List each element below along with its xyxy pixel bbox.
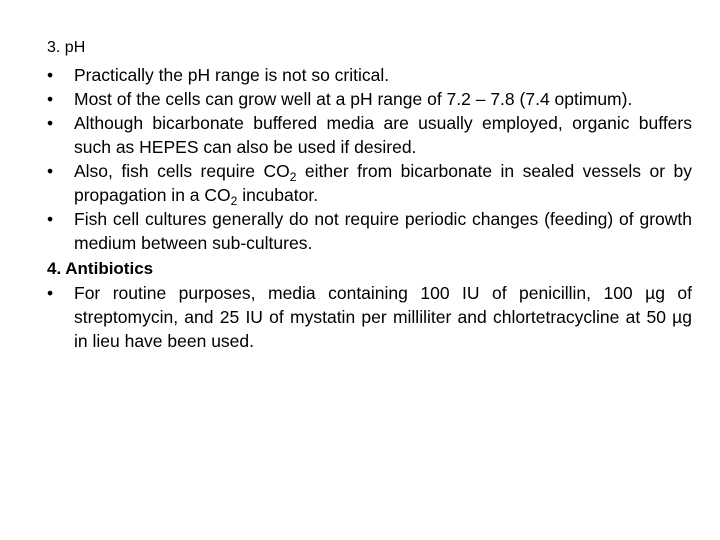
item-text: Fish cell cultures generally do not require periodic changes (feeding) of growth medium between sub-cultures.: [74, 209, 692, 253]
list-item: [47, 63, 692, 87]
slide-content: [47, 36, 692, 353]
list-item: [47, 159, 692, 207]
item-text-part: Also, fish cells require CO: [74, 161, 290, 181]
subscript: 2: [289, 170, 297, 184]
bullet-icon: •: [47, 89, 54, 109]
ph-bullet-list: [47, 63, 692, 255]
item-text: Although bicarbonate buffered media are usually employed, organic buffers such as HEPES can also be used if desired.: [74, 113, 692, 157]
section-heading-ph: 3. pH: [47, 39, 86, 56]
bullet-icon: •: [47, 161, 54, 181]
item-text: Most of the cells can grow well at a pH range of 7.2 – 7.8 (7.4 optimum).: [74, 89, 633, 109]
bullet-icon: •: [47, 209, 54, 229]
item-text: Practically the pH range is not so critical.: [74, 65, 390, 85]
list-item: [47, 207, 692, 255]
antibiotics-bullet-list: [47, 281, 692, 353]
list-item: [47, 111, 692, 159]
item-text-part: incubator.: [237, 185, 319, 205]
bullet-icon: •: [47, 65, 54, 85]
list-item: [47, 87, 692, 111]
bullet-icon: •: [47, 113, 54, 133]
subscript: 2: [230, 194, 238, 208]
list-item: [47, 281, 692, 353]
item-text: For routine purposes, media containing 100 IU of penicillin, 100 µg of streptomycin, and 25 IU of mystatin per milliliter and chlortetracycline at 50 µg in lieu have been used.: [74, 283, 692, 351]
bullet-icon: •: [47, 283, 54, 303]
section-heading-antibiotics: 4. Antibiotics: [47, 259, 154, 278]
item-text-part: either from bicarbonate in sealed vessels or by propagation in a CO: [74, 161, 692, 205]
